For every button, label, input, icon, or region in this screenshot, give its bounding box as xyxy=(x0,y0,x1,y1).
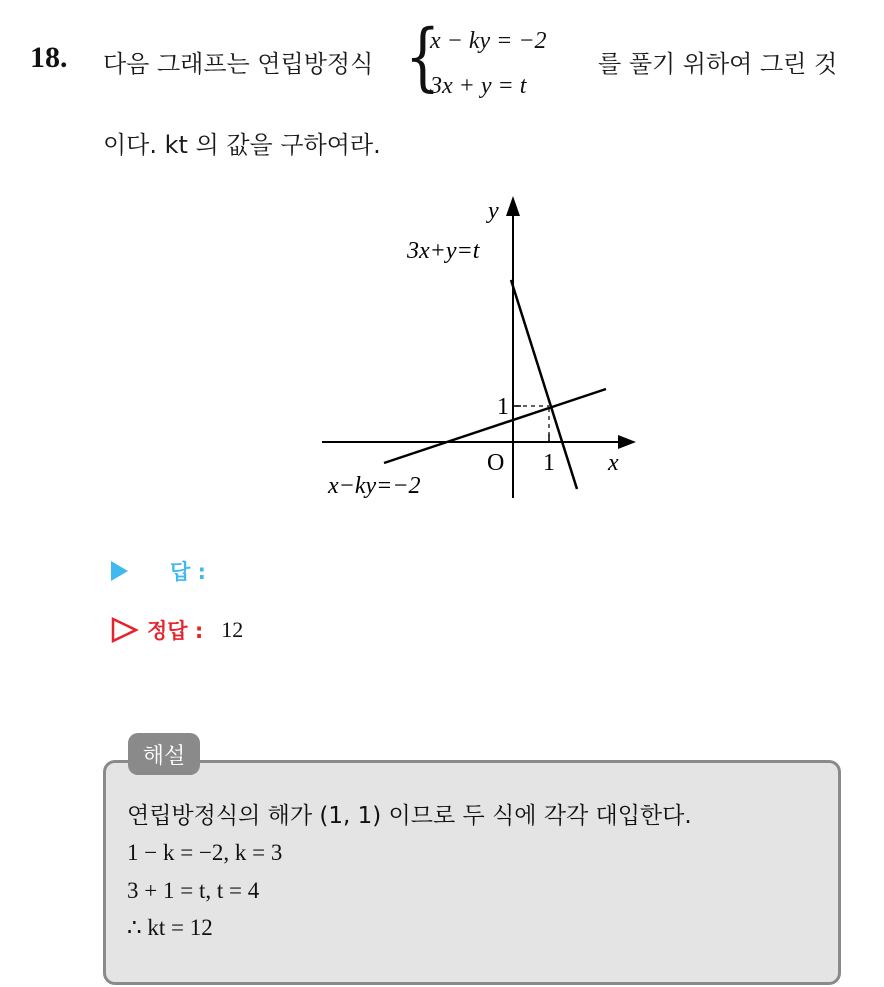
y-tick-label: 1 xyxy=(497,394,509,420)
explanation-line: 3 + 1 = t, t = 4 xyxy=(127,878,260,903)
origin-label: O xyxy=(487,450,505,476)
x-axis-arrow xyxy=(618,435,636,449)
correct-answer-row xyxy=(111,615,243,645)
line1-label: 3x+y=t xyxy=(407,238,480,264)
explanation-box xyxy=(103,760,841,985)
question-text-before: 다음 그래프는 연립방정식 xyxy=(103,50,374,78)
x-axis-label: x xyxy=(608,450,619,476)
question-text-line2: 이다. kt 의 값을 구하여라. xyxy=(103,131,381,159)
y-axis-label: y xyxy=(488,198,499,224)
question-number: 18. xyxy=(30,41,68,74)
correct-answer-label: 정답 : xyxy=(147,619,204,643)
equation-2: 3x + y = t xyxy=(430,73,527,99)
explanation-line: 연립방정식의 해가 (1, 1) 이므로 두 식에 각각 대입한다. xyxy=(127,803,692,829)
explanation-line: 1 − k = −2, k = 3 xyxy=(127,840,283,865)
answer-label: 답 : xyxy=(170,560,206,584)
explanation-tag: 해설 xyxy=(128,733,200,775)
graph xyxy=(300,188,650,508)
line2-label: x−ky=−2 xyxy=(328,473,421,499)
y-axis-arrow xyxy=(506,196,520,216)
correct-answer-value: 12 xyxy=(221,617,244,642)
explanation-line: ∴ kt = 12 xyxy=(127,915,213,940)
equation-brace: { xyxy=(405,14,441,100)
equation-1: x − ky = −2 xyxy=(430,28,547,54)
question-text-after: 를 풀기 위하여 그린 것 xyxy=(598,50,838,78)
x-tick-label: 1 xyxy=(543,450,555,476)
answer-row xyxy=(111,556,206,586)
outline-triangle-icon xyxy=(111,617,139,643)
play-triangle-icon xyxy=(111,561,128,581)
